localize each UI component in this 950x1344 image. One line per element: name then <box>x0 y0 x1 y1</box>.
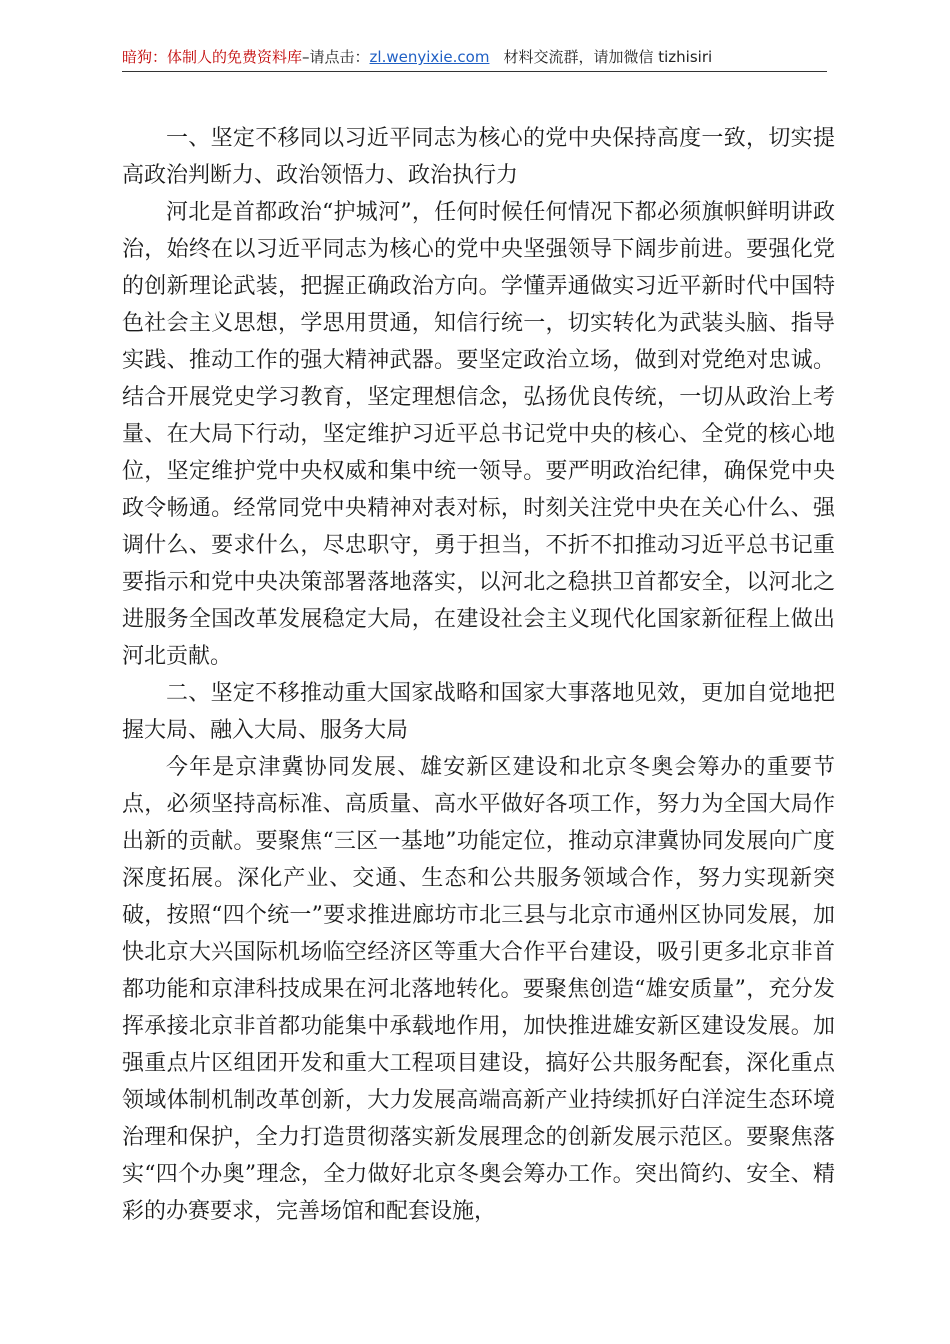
header-brand: 暗狗：体制人的免费资料库 <box>122 48 303 66</box>
header-contact: 材料交流群，请加微信 tizhisiri <box>503 48 713 66</box>
header-link[interactable]: zl.wenyixie.com <box>369 48 490 66</box>
page-header <box>122 46 822 68</box>
header-divider <box>122 71 827 72</box>
document-body <box>122 120 835 1230</box>
body-paragraph-2: 今年是京津冀协同发展、雄安新区建设和北京冬奥会筹办的重要节点，必须坚持高标准、高质量、高水平做好各项工作，努力为全国大局作出新的贡献。要聚焦“三区一基地”功能定位，推动京津冀协同发展向广度深度拓展。深化产业、交通、生态和公共服务领域合作，努力实现新突破，按照“四个统一”要求推进廊坊市北三县与北京市通州区协同发展，加快北京大兴国际机场临空经济区等重大合作平台建设，吸引更多北京非首都功能和京津科技成果在河北落地转化。要聚焦创造“雄安质量”，充分发挥承接北京非首都功能集中承载地作用，加快推进雄安新区建设发展。加强重点片区组团开发和重大工程项目建设，搞好公共服务配套，深化重点领域体制机制改革创新，大力发展高端高新产业持续抓好白洋淀生态环境治理和保护，全力打造贯彻落实新发展理念的创新发展示范区。要聚焦落实“四个办奥”理念，全力做好北京冬奥会筹办工作。突出简约、安全、精彩的办赛要求，完善场馆和配套设施， <box>122 755 835 1224</box>
section-heading-2: 二、坚定不移推动重大国家战略和国家大事落地见效，更加自觉地把握大局、融入大局、服务大局 <box>122 681 835 743</box>
section-heading-1: 一、坚定不移同以习近平同志为核心的党中央保持高度一致，切实提高政治判断力、政治领悟力、政治执行力 <box>122 126 835 188</box>
header-prompt: –请点击： <box>302 48 370 66</box>
body-paragraph-1: 河北是首都政治“护城河”，任何时候任何情况下都必须旗帜鲜明讲政治，始终在以习近平同志为核心的党中央坚强领导下阔步前进。要强化党的创新理论武装，把握正确政治方向。学懂弄通做实习近平新时代中国特色社会主义思想，学思用贯通，知信行统一，切实转化为武装头脑、指导实践、推动工作的强大精神武器。要坚定政治立场，做到对党绝对忠诚。结合开展党史学习教育，坚定理想信念，弘扬优良传统，一切从政治上考量、在大局下行动，坚定维护习近平总书记党中央的核心、全党的核心地位，坚定维护党中央权威和集中统一领导。要严明政治纪律，确保党中央政令畅通。经常同党中央精神对表对标，时刻关注党中央在关心什么、强调什么、要求什么，尽忠职守，勇于担当，不折不扣推动习近平总书记重要指示和党中央决策部署落地落实，以河北之稳拱卫首都安全，以河北之进服务全国改革发展稳定大局，在建设社会主义现代化国家新征程上做出河北贡献。 <box>122 200 835 669</box>
